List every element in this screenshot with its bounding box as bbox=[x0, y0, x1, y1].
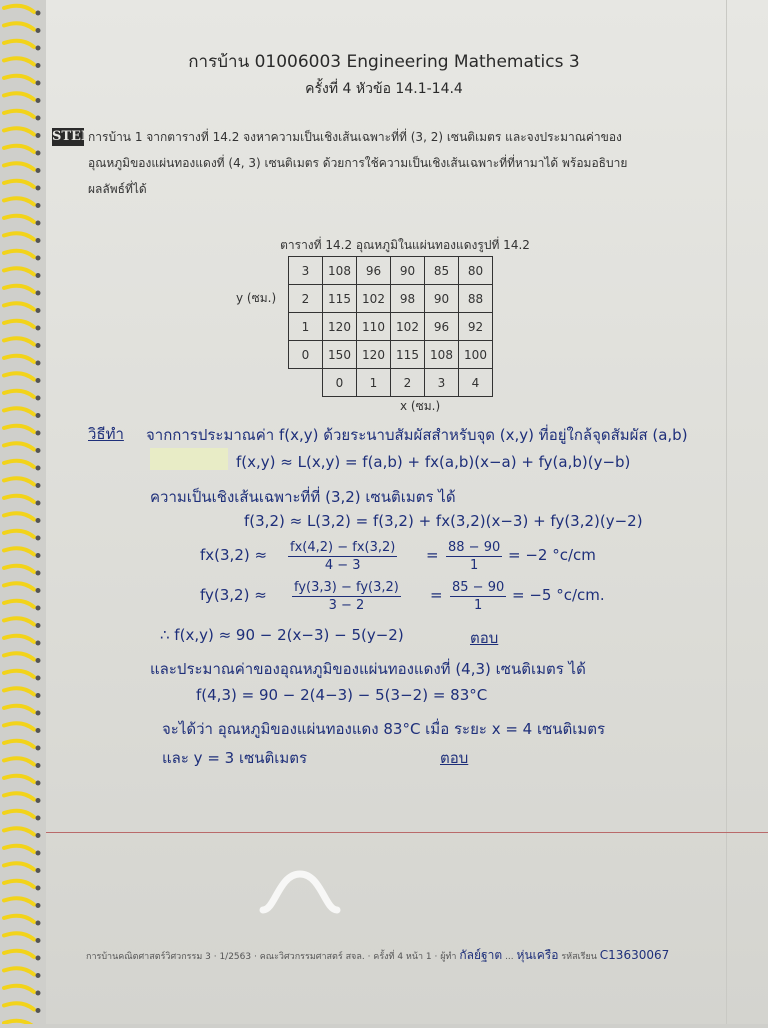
page-subtitle: ครั้งที่ 4 หัวข้อ 14.1-14.4 bbox=[305, 81, 463, 97]
table-cell: 108 bbox=[323, 257, 357, 285]
table-cell: 115 bbox=[323, 285, 357, 313]
punch-hole bbox=[36, 326, 41, 331]
spiral-coil bbox=[4, 233, 34, 239]
punch-hole bbox=[36, 886, 41, 891]
punch-hole bbox=[36, 448, 41, 453]
punch-hole bbox=[36, 903, 41, 908]
punch-hole bbox=[36, 921, 41, 926]
student-id-label: รหัสเรียน bbox=[561, 952, 597, 962]
table-cell: 96 bbox=[357, 257, 391, 285]
spiral-coil bbox=[4, 41, 34, 47]
punch-hole bbox=[36, 956, 41, 961]
punch-hole bbox=[36, 991, 41, 996]
punch-hole bbox=[36, 641, 41, 646]
solution-label: วิธีทำ bbox=[88, 425, 124, 443]
punch-hole bbox=[36, 221, 41, 226]
fy-numerator: fy(3,3) − fy(3,2) bbox=[294, 580, 399, 595]
spiral-coil bbox=[4, 513, 34, 519]
punch-hole bbox=[36, 676, 41, 681]
y-cell: 1 bbox=[289, 313, 323, 341]
spiral-coil bbox=[4, 968, 34, 974]
table-row bbox=[289, 257, 493, 285]
spiral-coil bbox=[4, 268, 34, 274]
answer-mark-2: ตอบ bbox=[440, 749, 469, 767]
spiral-coil bbox=[4, 426, 34, 432]
spiral-coil bbox=[4, 251, 34, 257]
table-cell: 90 bbox=[425, 285, 459, 313]
table-row bbox=[289, 313, 493, 341]
spiral-coil bbox=[4, 811, 34, 817]
table-cell: 102 bbox=[391, 313, 425, 341]
fy-denominator: 3 − 2 bbox=[328, 598, 365, 613]
solution-line-11: และ y = 3 เซนติเมตร bbox=[162, 749, 308, 767]
y-axis-label: y (ซม.) bbox=[236, 291, 277, 305]
punch-hole bbox=[36, 816, 41, 821]
y-cell: 2 bbox=[289, 285, 323, 313]
punch-hole bbox=[36, 606, 41, 611]
y-cell: 3 bbox=[289, 257, 323, 285]
x-cell: 0 bbox=[323, 369, 357, 397]
table-cell: 108 bbox=[425, 341, 459, 369]
spiral-coil bbox=[4, 461, 34, 467]
spiral-coil bbox=[4, 216, 34, 222]
punch-hole bbox=[36, 693, 41, 698]
punch-hole bbox=[36, 711, 41, 716]
page-title: การบ้าน 01006003 Engineering Mathematics 3 bbox=[188, 52, 580, 72]
punch-hole bbox=[36, 396, 41, 401]
fx-result: = −2 °c/cm bbox=[508, 546, 596, 564]
solution-line-9: f(4,3) = 90 − 2(4−3) − 5(3−2) = 83°C bbox=[196, 686, 488, 704]
spiral-coil bbox=[4, 303, 34, 309]
table-cell: 120 bbox=[323, 313, 357, 341]
spiral-coil bbox=[4, 653, 34, 659]
x-cell: 4 bbox=[459, 369, 493, 397]
punch-hole bbox=[36, 291, 41, 296]
solution-line-4: f(3,2) ≈ L(3,2) = f(3,2) + fx(3,2)(x−3) + fy(3,2)(y−2) bbox=[244, 512, 643, 530]
punch-hole bbox=[36, 413, 41, 418]
table-cell: 96 bbox=[425, 313, 459, 341]
solution-line-2: f(x,y) ≈ L(x,y) = f(a,b) + fx(a,b)(x−a) + fy(a,b)(y−b) bbox=[236, 453, 631, 471]
spiral-coil bbox=[4, 688, 34, 694]
punch-hole bbox=[36, 28, 41, 33]
table-row bbox=[289, 285, 493, 313]
table-cell: 98 bbox=[391, 285, 425, 313]
spiral-coil bbox=[4, 916, 34, 922]
punch-hole bbox=[36, 571, 41, 576]
spiral-coil bbox=[4, 181, 34, 187]
punch-hole bbox=[36, 746, 41, 751]
punch-hole bbox=[36, 658, 41, 663]
table-cell: 102 bbox=[357, 285, 391, 313]
fy-numerator-values: 85 − 90 bbox=[452, 580, 505, 595]
punch-hole bbox=[36, 1008, 41, 1013]
spiral-coil bbox=[4, 1003, 34, 1009]
spiral-coil bbox=[4, 793, 34, 799]
y-cell: 0 bbox=[289, 341, 323, 369]
table-cell: 80 bbox=[459, 257, 493, 285]
punch-hole bbox=[36, 133, 41, 138]
footer-divider bbox=[46, 832, 768, 833]
punch-hole bbox=[36, 553, 41, 558]
spiral-coil bbox=[4, 391, 34, 397]
problem-line-1: การบ้าน 1 จากตารางที่ 14.2 จงหาความเป็นเชิงเส้นเฉพาะที่ที่ (3, 2) เซนติเมตร และจงประมาณค่าของ bbox=[88, 130, 622, 144]
solution-line-10: จะได้ว่า อุณหภูมิของแผ่นทองแดง 83°C เมื่อ ระยะ x = 4 เซนติเมตร bbox=[162, 720, 606, 738]
spiral-coil bbox=[4, 146, 34, 152]
punch-hole bbox=[36, 501, 41, 506]
fy-result: = −5 °c/cm. bbox=[512, 586, 605, 604]
footer: การบ้านคณิตศาสตร์วิศวกรรม 3 · 1/2563 · คณะวิศวกรรมศาสตร์ สจล. · ครั้งที่ 4 หน้า 1 · ผู้ทำ กัลย์ฐาต ... หุ่นเครือ รหัสเรียน C13630067 bbox=[86, 948, 670, 962]
temperature-table bbox=[288, 256, 493, 397]
punch-hole bbox=[36, 588, 41, 593]
student-name: กัลย์ฐาต bbox=[459, 948, 503, 962]
punch-hole bbox=[36, 343, 41, 348]
table-cell: 120 bbox=[357, 341, 391, 369]
x-axis-label: x (ซม.) bbox=[400, 399, 441, 413]
spiral-coil bbox=[4, 898, 34, 904]
punch-hole bbox=[36, 361, 41, 366]
spiral-binding bbox=[0, 0, 44, 1024]
punch-hole bbox=[36, 273, 41, 278]
spiral-coil bbox=[4, 111, 34, 117]
spiral-coil bbox=[4, 128, 34, 134]
spiral-coil bbox=[4, 198, 34, 204]
fx-lhs: fx(3,2) ≈ bbox=[200, 546, 268, 564]
spiral-coil bbox=[4, 566, 34, 572]
punch-hole bbox=[36, 833, 41, 838]
punch-hole bbox=[36, 238, 41, 243]
fx-numerator: fx(4,2) − fx(3,2) bbox=[290, 540, 396, 555]
spiral-coil bbox=[4, 531, 34, 537]
spiral-coil bbox=[4, 671, 34, 677]
fy-fraction bbox=[292, 580, 401, 613]
spiral-coil bbox=[4, 951, 34, 957]
spiral-coil bbox=[4, 496, 34, 502]
punch-hole bbox=[36, 203, 41, 208]
spiral-coil bbox=[4, 741, 34, 747]
punch-hole bbox=[36, 256, 41, 261]
fx-fraction-values bbox=[446, 540, 502, 573]
blank-cell bbox=[289, 369, 323, 397]
punch-hole bbox=[36, 11, 41, 16]
spiral-coil bbox=[4, 286, 34, 292]
punch-hole bbox=[36, 431, 41, 436]
spiral-coil bbox=[4, 478, 34, 484]
equals-sign: = bbox=[426, 546, 439, 564]
linearization-result: ∴ f(x,y) ≈ 90 − 2(x−3) − 5(y−2) bbox=[160, 626, 404, 644]
punch-hole bbox=[36, 308, 41, 313]
spiral-coil bbox=[4, 863, 34, 869]
x-cell: 1 bbox=[357, 369, 391, 397]
spiral-coil bbox=[4, 443, 34, 449]
spiral-coil bbox=[4, 6, 34, 12]
stem-badge: STEM bbox=[52, 129, 96, 144]
student-surname: หุ่นเครือ bbox=[516, 948, 559, 962]
punch-hole bbox=[36, 728, 41, 733]
table-cell: 88 bbox=[459, 285, 493, 313]
fy-denominator-values: 1 bbox=[473, 598, 483, 613]
table-cell: 150 bbox=[323, 341, 357, 369]
student-id: C13630067 bbox=[599, 948, 670, 962]
spiral-coil bbox=[4, 321, 34, 327]
punch-hole bbox=[36, 151, 41, 156]
spiral-coil bbox=[4, 776, 34, 782]
spiral-coil bbox=[4, 23, 34, 29]
spiral-coil bbox=[4, 933, 34, 939]
punch-hole bbox=[36, 763, 41, 768]
spiral-coil bbox=[4, 356, 34, 362]
table-row bbox=[289, 341, 493, 369]
highlighter-mark bbox=[150, 448, 228, 470]
punch-hole bbox=[36, 483, 41, 488]
fx-denominator-values: 1 bbox=[469, 558, 479, 573]
punch-hole bbox=[36, 938, 41, 943]
x-cell: 3 bbox=[425, 369, 459, 397]
table-cell: 92 bbox=[459, 313, 493, 341]
table-cell: 115 bbox=[391, 341, 425, 369]
spiral-coil bbox=[4, 986, 34, 992]
solution-line-8: และประมาณค่าของอุณหภูมิของแผ่นทองแดงที่ (4,3) เซนติเมตร ได้ bbox=[150, 660, 586, 678]
spiral-coil bbox=[4, 758, 34, 764]
spiral-coil bbox=[4, 548, 34, 554]
problem-line-3: ผลลัพธ์ที่ได้ bbox=[88, 182, 147, 196]
spiral-coil bbox=[4, 706, 34, 712]
fy-fraction-values bbox=[450, 580, 506, 613]
fx-fraction bbox=[288, 540, 397, 573]
spiral-coil bbox=[4, 618, 34, 624]
fx-numerator-values: 88 − 90 bbox=[448, 540, 501, 555]
punch-hole bbox=[36, 623, 41, 628]
punch-hole bbox=[36, 518, 41, 523]
solution-line-3: ความเป็นเชิงเส้นเฉพาะที่ที่ (3,2) เซนติเมตร ได้ bbox=[150, 488, 456, 506]
spiral-coil bbox=[4, 828, 34, 834]
footer-text: การบ้านคณิตศาสตร์วิศวกรรม 3 · 1/2563 · คณะวิศวกรรมศาสตร์ สจล. · ครั้งที่ 4 หน้า 1 · ผู้ทำ bbox=[86, 952, 457, 962]
equals-sign: = bbox=[430, 586, 443, 604]
table-cell: 85 bbox=[425, 257, 459, 285]
spiral-coil bbox=[4, 636, 34, 642]
solution-line-1: จากการประมาณค่า f(x,y) ด้วยระนาบสัมผัสสำหรับจุด (x,y) ที่อยู่ใกล้จุดสัมผัส (a,b) bbox=[146, 426, 688, 444]
spiral-coil bbox=[4, 338, 34, 344]
punch-hole bbox=[36, 536, 41, 541]
spiral-coil bbox=[4, 601, 34, 607]
x-cell: 2 bbox=[391, 369, 425, 397]
table-cell: 100 bbox=[459, 341, 493, 369]
punch-hole bbox=[36, 798, 41, 803]
table-caption: ตารางที่ 14.2 อุณหภูมิในแผ่นทองแดงรูปที่ 14.2 bbox=[280, 238, 530, 252]
spiral-coil bbox=[4, 163, 34, 169]
spiral-coil bbox=[4, 373, 34, 379]
table-row bbox=[289, 369, 493, 397]
punch-hole bbox=[36, 378, 41, 383]
punch-hole bbox=[36, 168, 41, 173]
punch-hole bbox=[36, 973, 41, 978]
table-cell: 90 bbox=[391, 257, 425, 285]
punch-hole bbox=[36, 116, 41, 121]
punch-hole bbox=[36, 466, 41, 471]
spiral-coil bbox=[4, 723, 34, 729]
spiral-coil bbox=[4, 583, 34, 589]
answer-mark: ตอบ bbox=[470, 629, 499, 647]
fx-denominator: 4 − 3 bbox=[324, 558, 361, 573]
punch-hole bbox=[36, 851, 41, 856]
spiral-coil bbox=[4, 881, 34, 887]
punch-hole bbox=[36, 781, 41, 786]
table-cell: 110 bbox=[357, 313, 391, 341]
punch-hole bbox=[36, 868, 41, 873]
fy-lhs: fy(3,2) ≈ bbox=[200, 586, 267, 604]
spiral-coil bbox=[4, 408, 34, 414]
watermark-logo bbox=[255, 864, 345, 920]
punch-hole bbox=[36, 186, 41, 191]
problem-line-2: อุณหภูมิของแผ่นทองแดงที่ (4, 3) เซนติเมตร ด้วยการใช้ความเป็นเชิงเส้นเฉพาะที่ที่หามาได้ พร้อมอธิบาย bbox=[88, 156, 628, 170]
spiral-coil bbox=[4, 846, 34, 852]
